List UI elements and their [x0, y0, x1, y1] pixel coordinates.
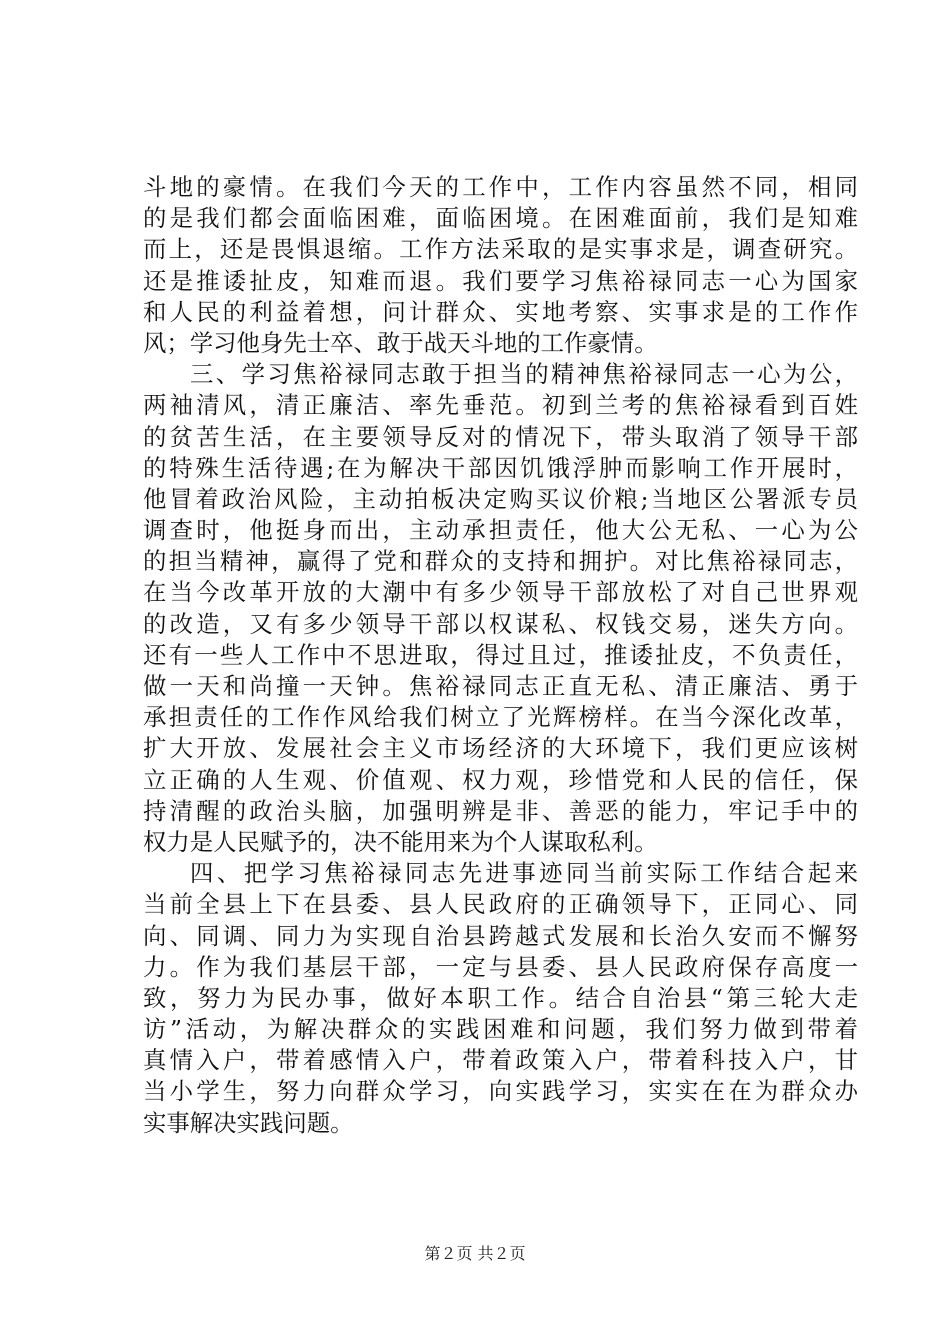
- text-line: 当小学生，努力向群众学习，向实践学习，实实在在为群众办: [143, 1077, 858, 1106]
- text-line: 真情入户，带着感情入户，带着政策入户，带着科技入户，甘: [143, 1046, 858, 1075]
- text-line: 还是推诿扯皮，知难而退。我们要学习焦裕禄同志一心为国家: [143, 266, 858, 295]
- text-line: 力。作为我们基层干部，一定与县委、县人民政府保存高度一: [143, 952, 858, 981]
- text-line: 而上，还是畏惧退缩。工作方法采取的是实事求是，调查研究。: [143, 235, 858, 264]
- text-line: 向、同调、同力为实现自治县跨越式发展和长治久安而不懈努: [143, 921, 858, 950]
- text-line: 的特殊生活待遇;在为解决干部因饥饿浮肿而影响工作开展时，: [143, 453, 858, 482]
- text-line: 的是我们都会面临困难，面临困境。在困难面前，我们是知难: [143, 204, 858, 233]
- text-line: 立正确的人生观、价值观、权力观，珍惜党和人民的信任，保: [143, 765, 858, 794]
- text-line: 访”活动，为解决群众的实践困难和问题，我们努力做到带着: [143, 1015, 858, 1044]
- text-line: 致，努力为民办事，做好本职工作。结合自治县“第三轮大走: [143, 983, 858, 1012]
- page-indicator: 第２页 共２页: [424, 1244, 526, 1263]
- section-heading-line: 四、把学习焦裕禄同志先进事迹同当前实际工作结合起来: [190, 859, 858, 888]
- text-line: 实事解决实践问题。: [143, 1108, 354, 1137]
- text-line: 当前全县上下在县委、县人民政府的正确领导下，正同心、同: [143, 890, 858, 919]
- text-line: 调查时，他挺身而出，主动承担责任，他大公无私、一心为公: [143, 516, 858, 545]
- text-line: 斗地的豪情。在我们今天的工作中，工作内容虽然不同，相同: [143, 173, 858, 201]
- text-line: 扩大开放、发展社会主义市场经济的大环境下，我们更应该树: [143, 734, 858, 763]
- text-line: 权力是人民赋予的，决不能用来为个人谋取私利。: [143, 827, 658, 856]
- text-line: 做一天和尚撞一天钟。焦裕禄同志正直无私、清正廉洁、勇于: [143, 672, 858, 700]
- text-line: 他冒着政治风险，主动拍板决定购买议价粮;当地区公署派专员: [143, 484, 858, 513]
- page-footer: [0, 1244, 950, 1264]
- text-line: 还有一些人工作中不思进取，得过且过，推诿扯皮，不负责任，: [143, 640, 858, 669]
- text-line: 和人民的利益着想，问计群众、实地考察、实事求是的工作作: [143, 297, 858, 326]
- text-line: 持清醒的政治头脑，加强明辨是非、善恶的能力，牢记手中的: [143, 796, 858, 825]
- section-heading-line: 三、学习焦裕禄同志敢于担当的精神焦裕禄同志一心为公，: [190, 360, 858, 389]
- document-body: [143, 172, 858, 1139]
- text-line: 的改造，又有多少领导干部以权谋私、权钱交易，迷失方向。: [143, 609, 858, 638]
- text-line: 的贫苦生活，在主要领导反对的情况下，带头取消了领导干部: [143, 422, 858, 451]
- text-line: 风；学习他身先士卒、敢于战天斗地的工作豪情。: [143, 328, 658, 357]
- text-line: 在当今改革开放的大潮中有多少领导干部放松了对自己世界观: [143, 578, 858, 607]
- text-line: 两袖清风，清正廉洁、率先垂范。初到兰考的焦裕禄看到百姓: [143, 391, 858, 420]
- text-line: 承担责任的工作作风给我们树立了光辉榜样。在当今深化改革，: [143, 703, 858, 732]
- text-line: 的担当精神，赢得了党和群众的支持和拥护。对比焦裕禄同志，: [143, 547, 858, 576]
